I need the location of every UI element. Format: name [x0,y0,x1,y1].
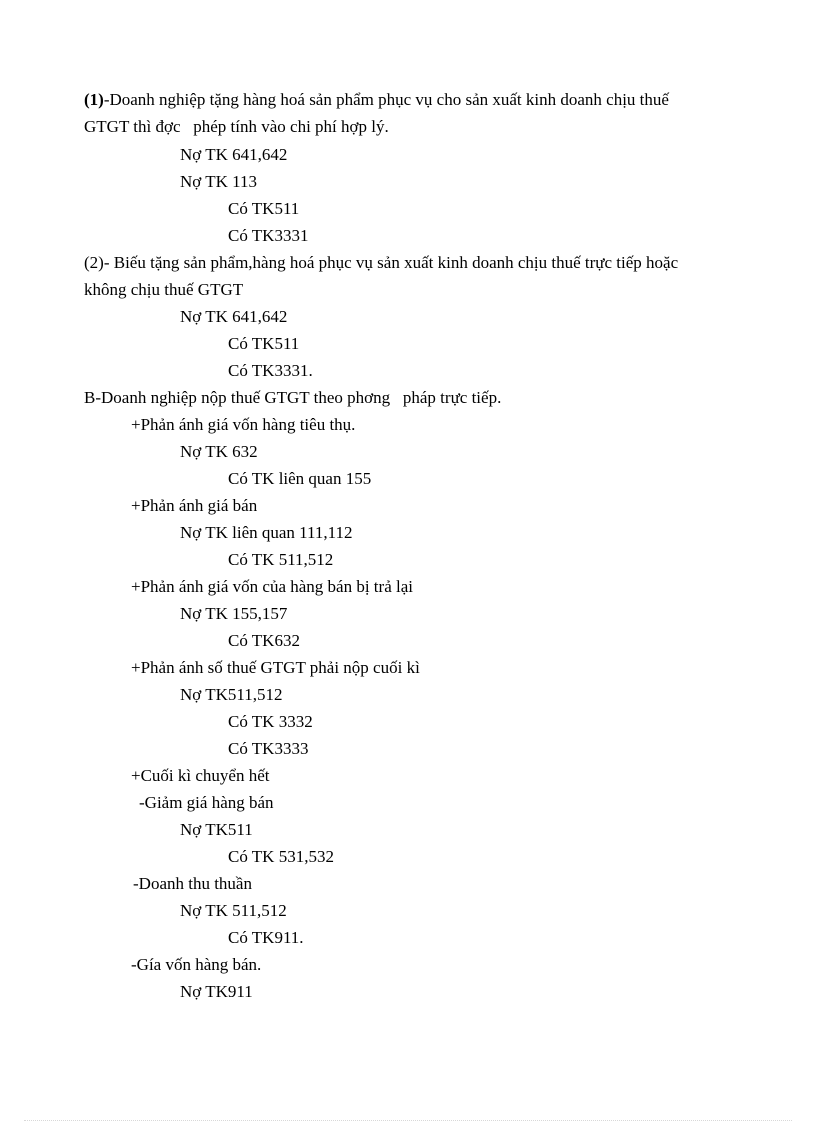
sectionB-item3-title: +Phản ánh giá vốn của hàng bán bị trả lại [131,577,413,596]
section1-marker: (1) [84,90,104,109]
sectionB-item1-title: +Phản ánh giá vốn hàng tiêu thụ. [131,415,356,434]
section1-line1 [84,90,669,110]
sectionB-item3-credit: Có TK632 [228,631,300,650]
sectionB-item4-credit-1: Có TK 3332 [228,712,313,731]
closing-sub1-title: -Giảm giá hàng bán [139,793,274,812]
sectionB-heading: B-Doanh nghiệp nộp thuế GTGT theo phơng pháp trực tiếp. [84,388,502,407]
section1-entry-credit-2: Có TK3331 [228,226,309,245]
page-bottom-rule [24,1120,792,1121]
closing-sub2-title: -Doanh thu thuần [133,874,252,893]
sectionB-item4-debit: Nợ TK511,512 [180,685,283,704]
sectionB-closing-title: +Cuối kì chuyển hết [131,766,270,785]
sectionB-item3-debit: Nợ TK 155,157 [180,604,288,623]
sectionB-item4-title: +Phản ánh số thuế GTGT phải nộp cuối kì [131,658,420,677]
section2-line1: (2)- Biếu tặng sản phẩm,hàng hoá phục vụ sản xuất kinh doanh chịu thuế trực tiếp hoặc [84,253,679,272]
section2-entry-credit-1: Có TK511 [228,334,300,353]
sectionB-item2-credit: Có TK 511,512 [228,550,334,569]
sectionB-item1-credit: Có TK liên quan 155 [228,469,372,488]
section1-entry-debit-2: Nợ TK 113 [180,172,257,191]
closing-sub1-debit: Nợ TK511 [180,820,253,839]
closing-sub3-title: -Gía vốn hàng bán. [131,955,262,974]
section1-line1-text: -Doanh nghiệp tặng hàng hoá sản phẩm phục vụ cho sản xuất kinh doanh chịu thuế [103,90,669,109]
section1-entry-credit-1: Có TK511 [228,199,300,218]
sectionB-item1-debit: Nợ TK 632 [180,442,258,461]
section2-entry-debit: Nợ TK 641,642 [180,307,288,326]
closing-sub2-debit: Nợ TK 511,512 [180,901,287,920]
section2-entry-credit-2: Có TK3331. [228,361,313,380]
sectionB-item2-debit: Nợ TK liên quan 111,112 [180,523,353,542]
sectionB-item4-credit-2: Có TK3333 [228,739,309,758]
closing-sub3-debit: Nợ TK911 [180,982,253,1001]
section2-line2: không chịu thuế GTGT [84,280,244,299]
section1-line2: GTGT thì đợc phép tính vào chi phí hợp lý. [84,117,389,136]
closing-sub1-credit: Có TK 531,532 [228,847,334,866]
section1-entry-debit-1: Nợ TK 641,642 [180,145,288,164]
closing-sub2-credit: Có TK911. [228,928,304,947]
sectionB-item2-title: +Phản ánh giá bán [131,496,258,515]
